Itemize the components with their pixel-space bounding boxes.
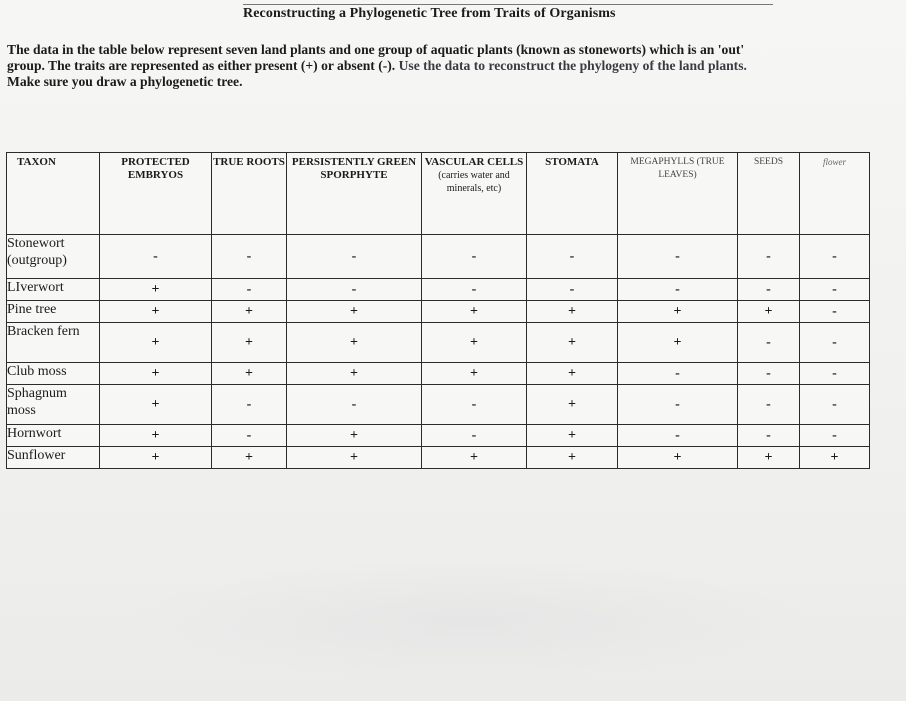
table-body — [7, 235, 870, 469]
trait-cell-persistently-green: - — [287, 279, 422, 301]
page-title: Reconstructing a Phylogenetic Tree from Traits of Organisms — [243, 6, 616, 21]
header-vascular-cells-note: (carries water and minerals, etc) — [438, 170, 510, 194]
trait-cell-flower: - — [800, 363, 870, 385]
trait-cell-protected-embryos: + — [100, 279, 212, 301]
trait-cell-megaphylls: + — [618, 301, 738, 323]
trait-cell-protected-embryos: + — [100, 425, 212, 447]
trait-cell-stomata: + — [527, 301, 618, 323]
trait-cell-megaphylls: - — [618, 279, 738, 301]
trait-cell-true-roots: + — [212, 301, 287, 323]
table-row — [7, 279, 870, 301]
header-stomata: STOMATA — [527, 153, 618, 235]
trait-cell-vascular-cells: - — [422, 425, 527, 447]
table-row — [7, 323, 870, 363]
trait-cell-stomata: + — [527, 363, 618, 385]
trait-cell-megaphylls: - — [618, 235, 738, 279]
trait-cell-persistently-green: + — [287, 301, 422, 323]
trait-cell-true-roots: + — [212, 447, 287, 469]
header-flower: flower — [800, 153, 870, 235]
page-shading — [120, 560, 820, 680]
header-vascular-cells-label: VASCULAR CELLS — [424, 156, 524, 168]
trait-cell-vascular-cells: + — [422, 301, 527, 323]
trait-cell-vascular-cells: + — [422, 447, 527, 469]
trait-cell-vascular-cells: - — [422, 279, 527, 301]
traits-table — [6, 152, 870, 469]
trait-cell-protected-embryos: + — [100, 323, 212, 363]
trait-cell-true-roots: - — [212, 385, 287, 425]
trait-cell-stomata: - — [527, 235, 618, 279]
trait-cell-seeds: - — [738, 363, 800, 385]
title-rule — [243, 4, 773, 5]
trait-cell-flower: - — [800, 235, 870, 279]
table-row — [7, 447, 870, 469]
header-megaphylls: MEGAPHYLLS (TRUE LEAVES) — [618, 153, 738, 235]
header-protected-embryos: PROTECTED EMBRYOS — [100, 153, 212, 235]
trait-cell-megaphylls: - — [618, 425, 738, 447]
taxon-name: Bracken fern — [7, 323, 100, 363]
instructions — [7, 42, 887, 90]
instructions-line-2 — [7, 58, 887, 74]
header-seeds: SEEDS — [738, 153, 800, 235]
header-vascular-cells — [422, 153, 527, 235]
table-row — [7, 363, 870, 385]
table-row — [7, 301, 870, 323]
trait-cell-megaphylls: + — [618, 447, 738, 469]
trait-cell-persistently-green: - — [287, 235, 422, 279]
trait-cell-flower: - — [800, 385, 870, 425]
trait-cell-true-roots: - — [212, 279, 287, 301]
trait-cell-stomata: + — [527, 447, 618, 469]
trait-cell-seeds: + — [738, 447, 800, 469]
header-persistently-green-sporphyte: PERSISTENTLY GREEN SPORPHYTE — [287, 153, 422, 235]
trait-cell-persistently-green: + — [287, 323, 422, 363]
taxon-name: Sunflower — [7, 447, 100, 469]
trait-cell-true-roots: - — [212, 235, 287, 279]
trait-cell-flower: - — [800, 301, 870, 323]
trait-cell-persistently-green: + — [287, 425, 422, 447]
trait-cell-seeds: - — [738, 279, 800, 301]
header-true-roots: TRUE ROOTS — [212, 153, 287, 235]
header-row — [7, 153, 870, 235]
instructions-line-2a: group. The traits are represented as either present (+) or absent (-). — [7, 58, 399, 73]
taxon-name: Sphagnum moss — [7, 385, 100, 425]
trait-cell-true-roots: - — [212, 425, 287, 447]
trait-cell-true-roots: + — [212, 363, 287, 385]
taxon-name: Hornwort — [7, 425, 100, 447]
trait-cell-protected-embryos: + — [100, 363, 212, 385]
trait-cell-flower: - — [800, 279, 870, 301]
taxon-name: Pine tree — [7, 301, 100, 323]
trait-cell-megaphylls: - — [618, 363, 738, 385]
trait-cell-stomata: + — [527, 323, 618, 363]
trait-cell-flower: - — [800, 425, 870, 447]
trait-cell-seeds: - — [738, 235, 800, 279]
table-row — [7, 235, 870, 279]
instructions-line-2b: Use the data to reconstruct the phylogeny of the land plants. — [398, 58, 747, 73]
table-row — [7, 425, 870, 447]
trait-cell-stomata: - — [527, 279, 618, 301]
trait-cell-persistently-green: - — [287, 385, 422, 425]
trait-cell-seeds: - — [738, 425, 800, 447]
trait-cell-protected-embryos: - — [100, 235, 212, 279]
trait-cell-flower: + — [800, 447, 870, 469]
trait-cell-persistently-green: + — [287, 447, 422, 469]
taxon-name: Stonewort (outgroup) — [7, 235, 100, 279]
trait-cell-seeds: + — [738, 301, 800, 323]
trait-cell-flower: - — [800, 323, 870, 363]
trait-cell-protected-embryos: + — [100, 301, 212, 323]
trait-cell-megaphylls: - — [618, 385, 738, 425]
trait-cell-vascular-cells: + — [422, 363, 527, 385]
trait-cell-vascular-cells: - — [422, 235, 527, 279]
header-taxon: TAXON — [7, 153, 100, 235]
trait-cell-vascular-cells: - — [422, 385, 527, 425]
trait-cell-true-roots: + — [212, 323, 287, 363]
trait-cell-stomata: + — [527, 425, 618, 447]
trait-cell-protected-embryos: + — [100, 385, 212, 425]
table-row — [7, 385, 870, 425]
taxon-name: LIverwort — [7, 279, 100, 301]
trait-cell-stomata: + — [527, 385, 618, 425]
instructions-line-1: The data in the table below represent seven land plants and one group of aquatic plants (known as stoneworts) which is an 'out' — [7, 42, 745, 57]
trait-cell-megaphylls: + — [618, 323, 738, 363]
trait-cell-persistently-green: + — [287, 363, 422, 385]
trait-cell-seeds: - — [738, 385, 800, 425]
taxon-name: Club moss — [7, 363, 100, 385]
instructions-line-3: Make sure you draw a phylogenetic tree. — [7, 74, 243, 89]
trait-cell-seeds: - — [738, 323, 800, 363]
trait-cell-protected-embryos: + — [100, 447, 212, 469]
trait-cell-vascular-cells: + — [422, 323, 527, 363]
